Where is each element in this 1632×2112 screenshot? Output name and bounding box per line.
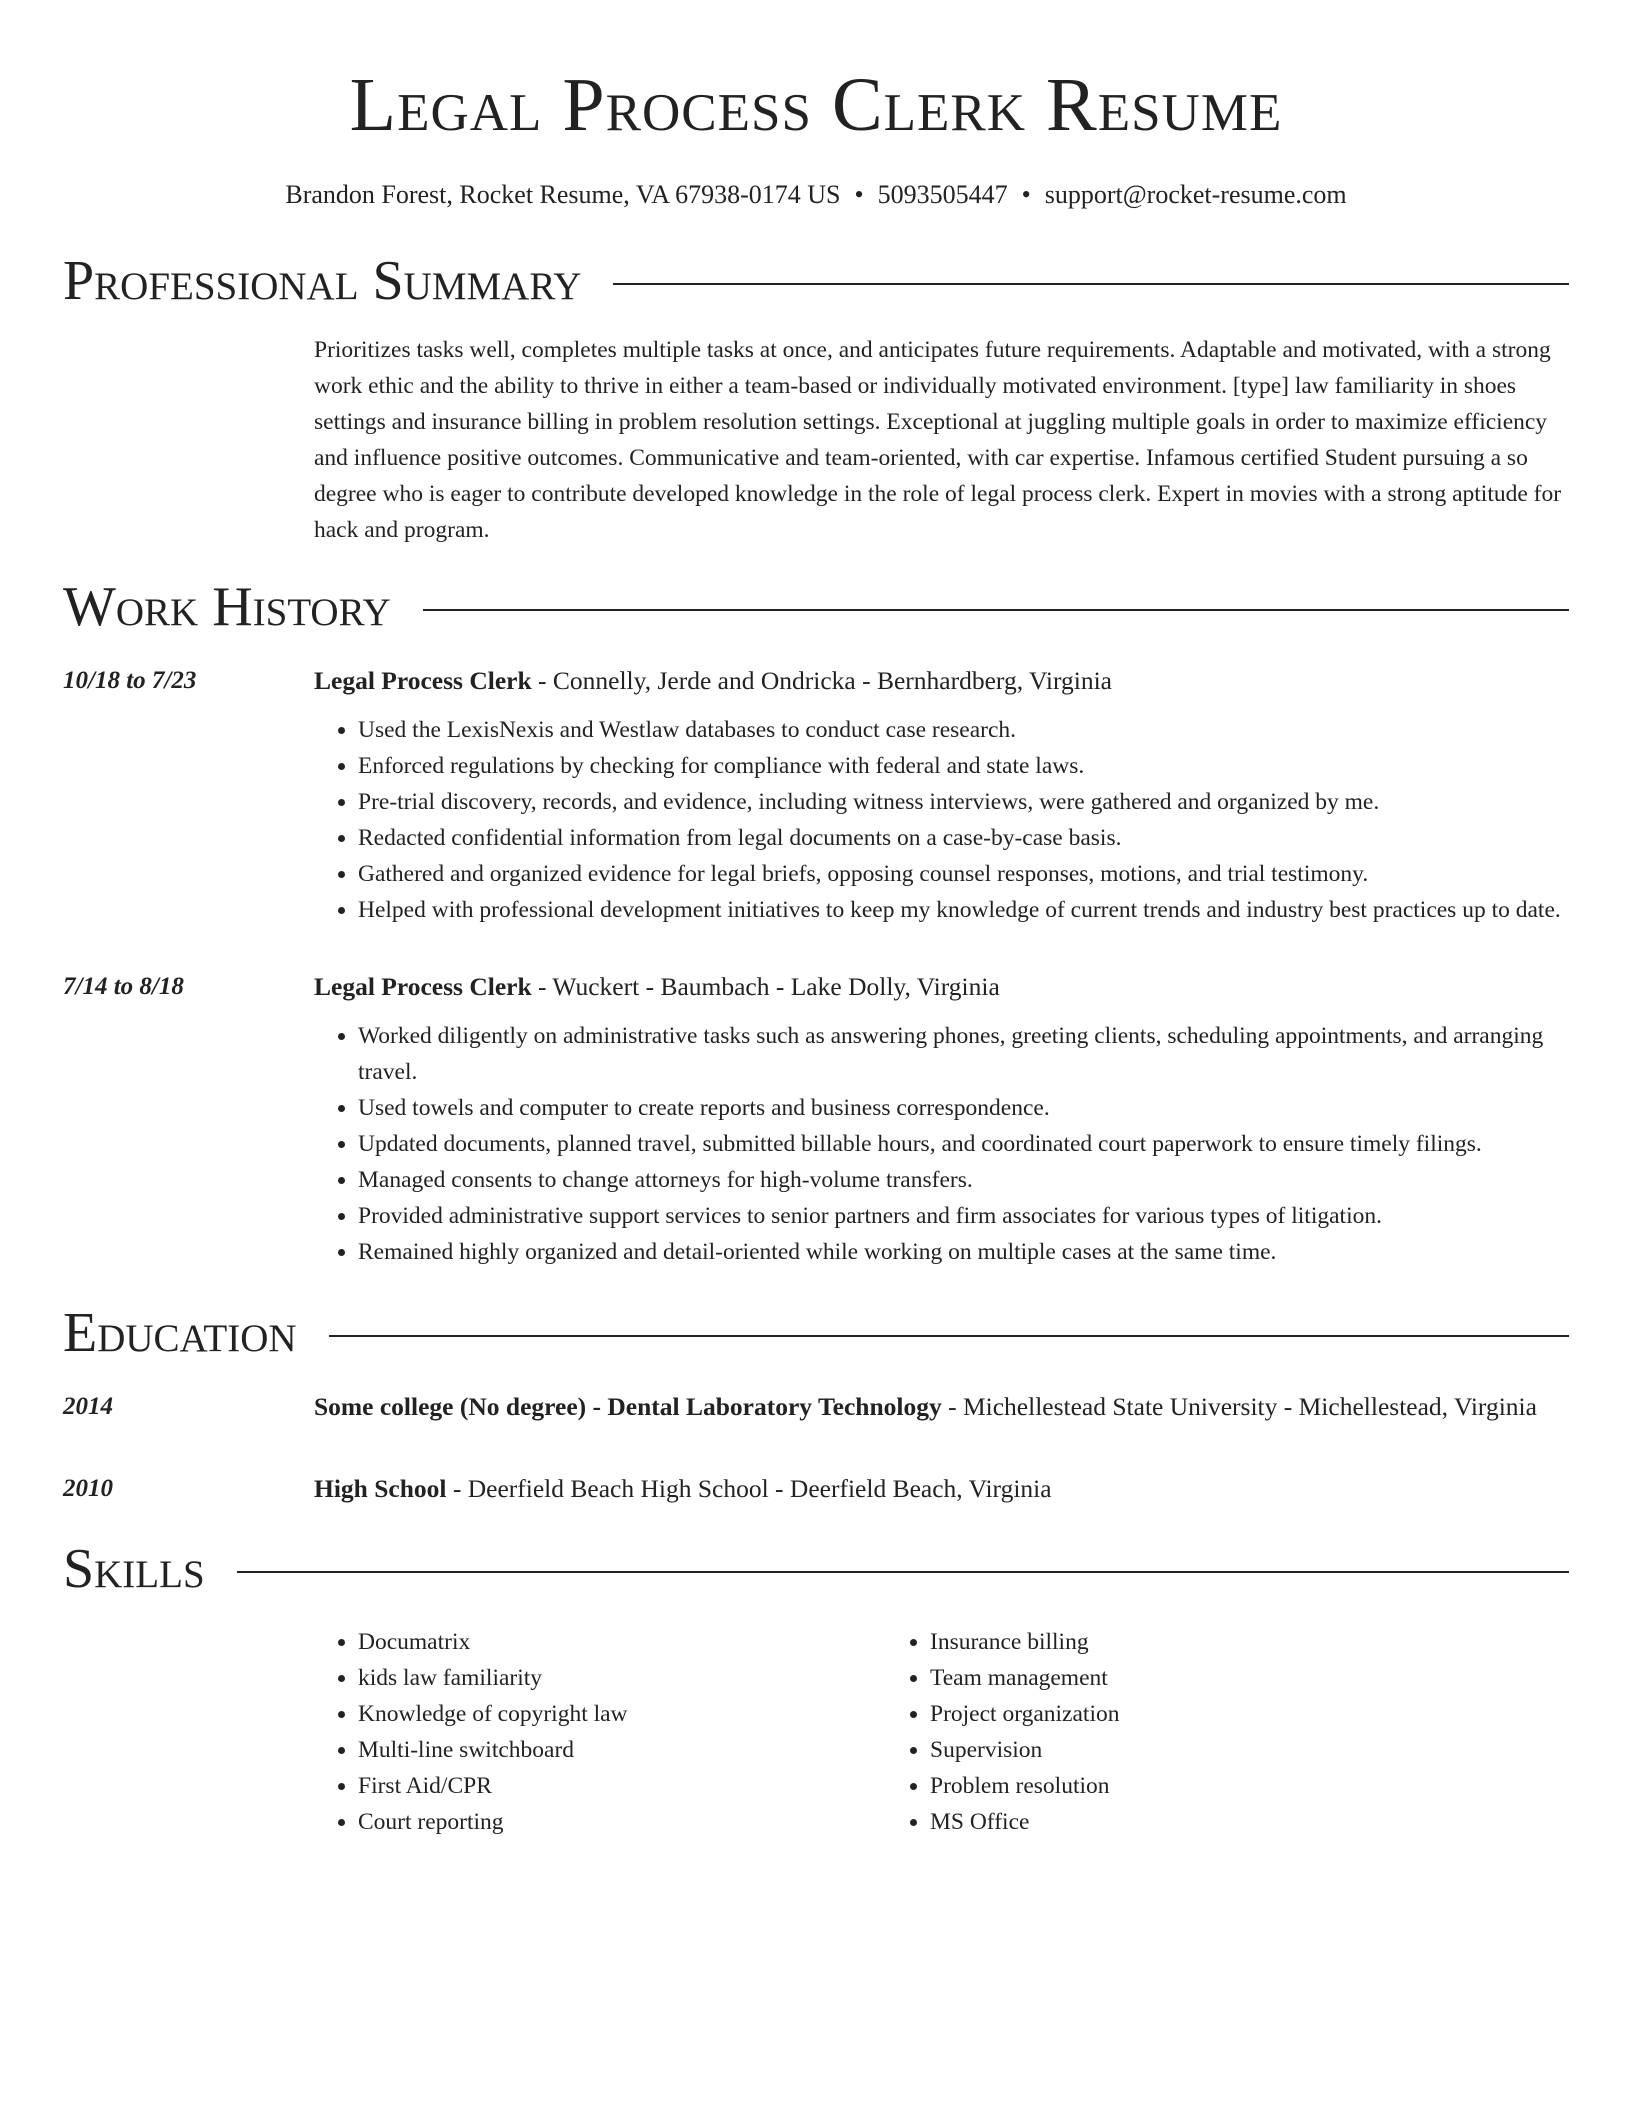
education-degree: Some college (No degree) - Dental Laboratory Technology	[314, 1392, 942, 1421]
education-section-header	[63, 1300, 1569, 1366]
list-item: • Gathered and organized evidence for legal briefs, opposing counsel responses, motions, and trial testimony.	[358, 856, 1569, 892]
skills-column-left	[314, 1624, 886, 1840]
section-divider	[329, 1335, 1569, 1337]
education-year: 2010	[63, 1475, 113, 1502]
list-item: • Managed consents to change attorneys for high-volume transfers.	[358, 1162, 1569, 1198]
contact-separator: •	[1021, 180, 1031, 209]
education-entry	[63, 1470, 1569, 1508]
section-divider	[237, 1571, 1569, 1573]
skills-list	[314, 1624, 1569, 1840]
summary-section-title: Professional Summary	[63, 250, 582, 312]
education-heading	[314, 1470, 1569, 1508]
list-item: • Supervision	[930, 1732, 1458, 1768]
work-role: Legal Process Clerk	[314, 666, 532, 695]
list-item: • Multi-line switchboard	[358, 1732, 886, 1768]
work-bullets	[314, 1018, 1569, 1270]
list-item: • Documatrix	[358, 1624, 886, 1660]
list-item: • First Aid/CPR	[358, 1768, 886, 1804]
list-item: • Pre-trial discovery, records, and evidence, including witness interviews, were gathered and organized by me.	[358, 784, 1569, 820]
list-item: • Project organization	[930, 1696, 1458, 1732]
education-section-title: Education	[63, 1302, 297, 1364]
education-details: - Michellestead State University - Michellestead, Virginia	[941, 1392, 1537, 1421]
list-item: • Helped with professional development initiatives to keep my knowledge of current trends and industry best practices up to date.	[358, 892, 1569, 928]
list-item: • Enforced regulations by checking for compliance with federal and state laws.	[358, 748, 1569, 784]
work-details: - Connelly, Jerde and Ondricka - Bernhardberg, Virginia	[531, 666, 1112, 695]
work-entry	[63, 662, 1569, 928]
skills-section-header	[63, 1536, 1569, 1602]
skills-section-title: Skills	[63, 1538, 205, 1600]
contact-address: Brandon Forest, Rocket Resume, VA 67938-0174 US	[285, 180, 841, 209]
education-year: 2014	[63, 1393, 113, 1420]
work-entry	[63, 968, 1569, 1270]
list-item: • kids law familiarity	[358, 1660, 886, 1696]
summary-section-header	[63, 248, 1569, 314]
education-entry-body	[314, 1388, 1569, 1426]
section-divider	[423, 609, 1569, 611]
list-item: • Knowledge of copyright law	[358, 1696, 886, 1732]
work-details: - Wuckert - Baumbach - Lake Dolly, Virginia	[531, 972, 1000, 1001]
work-entry-body	[314, 662, 1569, 928]
list-item: • Insurance billing	[930, 1624, 1458, 1660]
education-heading	[314, 1388, 1569, 1426]
work-heading	[314, 968, 1569, 1006]
contact-phone: 5093505447	[877, 180, 1008, 209]
work-heading	[314, 662, 1569, 700]
work-role: Legal Process Clerk	[314, 972, 532, 1001]
list-item: • Problem resolution	[930, 1768, 1458, 1804]
contact-separator: •	[854, 180, 864, 209]
list-item: • Team management	[930, 1660, 1458, 1696]
list-item: • Court reporting	[358, 1804, 886, 1840]
work-dates: 7/14 to 8/18	[63, 973, 184, 1000]
section-divider	[613, 283, 1569, 285]
work-entry-body	[314, 968, 1569, 1270]
list-item: • Used towels and computer to create reports and business correspondence.	[358, 1090, 1569, 1126]
list-item: • Redacted confidential information from legal documents on a case-by-case basis.	[358, 820, 1569, 856]
work-section-header	[63, 574, 1569, 640]
list-item: • Used the LexisNexis and Westlaw databases to conduct case research.	[358, 712, 1569, 748]
list-item: • Updated documents, planned travel, submitted billable hours, and coordinated court paperwork to ensure timely filings.	[358, 1126, 1569, 1162]
education-entry-body	[314, 1470, 1569, 1508]
list-item: • Remained highly organized and detail-oriented while working on multiple cases at the same time.	[358, 1234, 1569, 1270]
skills-column-right	[886, 1624, 1458, 1840]
education-degree: High School	[314, 1474, 447, 1503]
work-section-title: Work History	[63, 576, 391, 638]
summary-text: Prioritizes tasks well, completes multiple tasks at once, and anticipates future requirements. Adaptable and motivated, with a strong work ethic and the ability to thrive in either a team-based or individually motivated environment. [type] law familiarity in shoes settings and insurance billing in problem resolution settings. Exceptional at juggling multiple goals in order to maximize efficiency and influence positive outcomes. Communicative and team-oriented, with car expertise. Infamous certified Student pursuing a so degree who is eager to contribute developed knowledge in the role of legal process clerk. Expert in movies with a strong aptitude for hack and program.	[314, 337, 1562, 543]
work-bullets	[314, 712, 1569, 928]
education-entry	[63, 1388, 1569, 1426]
list-item: • MS Office	[930, 1804, 1458, 1840]
work-dates: 10/18 to 7/23	[63, 667, 197, 694]
education-details: - Deerfield Beach High School - Deerfield Beach, Virginia	[446, 1474, 1052, 1503]
list-item: • Provided administrative support services to senior partners and firm associates for various types of litigation.	[358, 1198, 1569, 1234]
resume-title: Legal Process Clerk Resume	[349, 63, 1283, 147]
contact-email: support@rocket-resume.com	[1044, 180, 1347, 209]
list-item: • Worked diligently on administrative tasks such as answering phones, greeting clients, scheduling appointments, and arranging travel.	[358, 1018, 1569, 1090]
contact-line	[63, 178, 1569, 212]
